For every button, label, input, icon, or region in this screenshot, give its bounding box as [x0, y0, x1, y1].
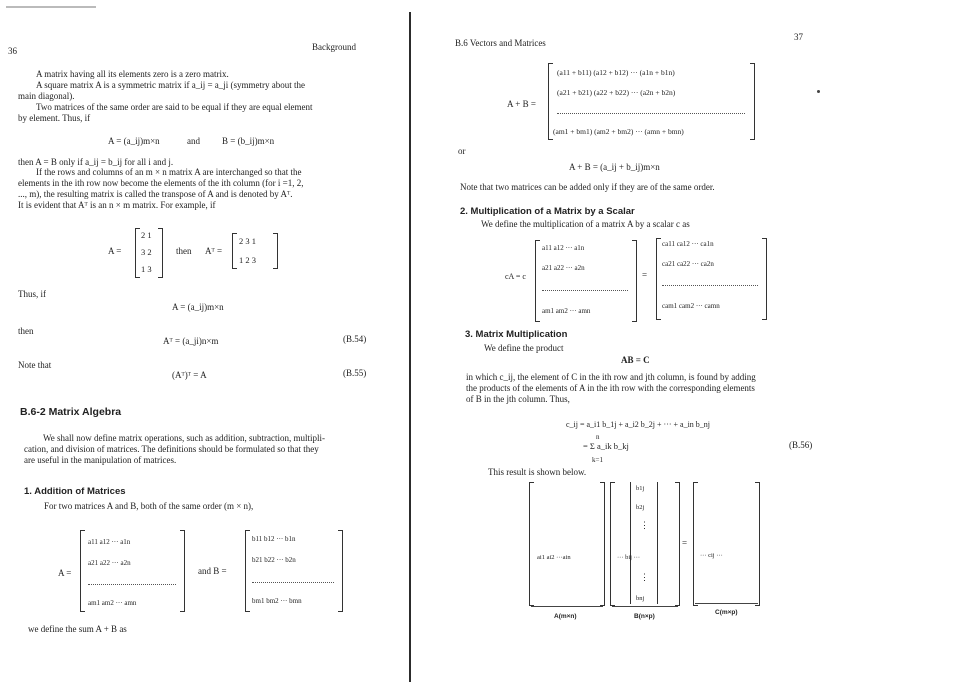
thus-if-text: Thus, if: [18, 289, 46, 299]
transpose-text-4: It is evident that Aᵀ is an n × m matrix. For example, if: [18, 200, 216, 210]
define-sum-text: we define the sum A + B as: [28, 624, 127, 634]
sum-compact-eq: A + B = (a_ij + b_ij)m×n: [569, 162, 660, 172]
mult-text-3: of B in the jth column. Thus,: [466, 394, 570, 404]
diagram-b2j: b2j: [636, 504, 645, 511]
matrix-A-bracket-left: [80, 530, 85, 612]
scalar-matrix-row3: am1 am2 ··· amn: [542, 307, 591, 315]
scalar-result-row2: ca21 ca22 ··· ca2n: [662, 260, 714, 268]
diagram-label-C: C(m×p): [715, 609, 738, 616]
scalar-matrix-row2: a21 a22 ··· a2n: [542, 264, 585, 272]
scalar-label: cA = c: [505, 272, 526, 281]
page-gutter: [409, 12, 411, 682]
scalar-matrix-row1: a11 a12 ··· a1n: [542, 244, 585, 252]
sum-matrix-row1: (a11 + b11) (a12 + b12) ··· (a1n + b1n): [557, 68, 675, 77]
sum-matrix-row2: (a21 + b21) (a22 + b22) ··· (a2n + b2n): [557, 88, 676, 97]
matrix-A-row1: a11 a12 ··· a1n: [88, 538, 131, 546]
diagram-B-underbrace: [612, 606, 678, 607]
eq-AT-def: Aᵀ = (a_ji)n×m: [163, 336, 219, 346]
example-AT-bracket-left: [232, 233, 237, 269]
diagram-vdots-1: ⋮: [640, 520, 649, 530]
sum-lower-limit: k=1: [592, 456, 603, 464]
or-text: or: [458, 146, 466, 156]
eq-number-B56: (B.56): [789, 440, 813, 450]
matrix-B-dotted-row: [252, 582, 334, 583]
transpose-text-3: ..., m), the resulting matrix is called the transpose of A and is denoted by Aᵀ.: [18, 189, 293, 199]
cij-sum-eq: = Σ a_ik b_kj: [583, 441, 629, 451]
example-A-bracket-left: [135, 228, 140, 278]
note-that-text: Note that: [18, 360, 52, 370]
scalar-result-row3: cam1 cam2 ··· camn: [662, 302, 720, 310]
subheading-addition: 1. Addition of Matrices: [24, 486, 126, 497]
eq-number-B55: (B.55): [343, 368, 367, 378]
equal-text-1: Two matrices of the same order are said to be equal if they are equal element: [36, 102, 313, 112]
diagram-B-column-box: [630, 482, 658, 604]
scalar-matrix-bracket-right: [632, 240, 637, 322]
scalar-text: We define the multiplication of a matrix A by a scalar c as: [481, 219, 690, 229]
sum-matrix-dotted-row: [557, 113, 745, 114]
transpose-text-1: If the rows and columns of an m × n matrix A are interchanged so that the: [36, 167, 302, 177]
matrix-B-row3: bm1 bm2 ··· bmn: [252, 597, 302, 605]
equal-text-2: by element. Thus, if: [18, 113, 91, 123]
sum-matrix-label: A + B =: [507, 99, 536, 109]
page-number-left: 36: [8, 46, 17, 56]
addition-text: For two matrices A and B, both of the same order (m × n),: [44, 501, 254, 511]
matrix-B-label: and B =: [198, 566, 227, 576]
diagram-C-bracket-left: [693, 482, 698, 606]
matrix-A-row2: a21 a22 ··· a2n: [88, 559, 131, 567]
diagram-A-underbrace: [531, 606, 603, 607]
page-number-right: 37: [794, 32, 803, 42]
matrix-A-row3: am1 am2 ··· amn: [88, 599, 137, 607]
diagram-bij-row: ··· bij ···: [617, 554, 641, 561]
symmetric-text-1: A square matrix A is a symmetric matrix if a_ij = a_ji (symmetry about the: [36, 80, 306, 90]
running-head-left: Background: [312, 42, 356, 52]
diagram-equals: =: [682, 538, 688, 548]
sum-matrix-bracket-right: [750, 63, 755, 140]
example-AT-row2: 1 2 3: [239, 255, 256, 265]
scan-mark: [6, 6, 96, 8]
scalar-result-bracket-left: [656, 238, 661, 320]
note-add-text: Note that two matrices can be added only if they are of the same order.: [460, 182, 715, 192]
example-AT-label: Aᵀ =: [205, 246, 223, 256]
diagram-C-underbrace: [695, 603, 758, 604]
diagram-A-bracket-left: [529, 482, 534, 606]
mult-text-1: in which c_ij, the element of C in the ith row and jth column, is found by adding: [466, 372, 756, 382]
matrix-A-bracket-right: [180, 530, 185, 612]
example-A-row3: 1 3: [141, 264, 152, 274]
section-heading-matrix-algebra: B.6-2 Matrix Algebra: [20, 406, 122, 418]
eq-ATT: (Aᵀ)ᵀ = A: [172, 370, 207, 380]
matrix-B-bracket-right: [338, 530, 343, 612]
sum-upper-limit: n: [596, 433, 600, 441]
diagram-label-A: A(m×n): [554, 613, 577, 620]
then-equal-text: then A = B only if a_ij = b_ij for all i and j.: [18, 157, 174, 167]
running-head-right: B.6 Vectors and Matrices: [455, 38, 546, 48]
sum-matrix-row3: (am1 + bm1) (am2 + bm2) ··· (amn + bmn): [553, 127, 684, 136]
example-then: then: [176, 246, 192, 256]
scalar-result-bracket-right: [762, 238, 767, 320]
matrix-A-dotted-row: [88, 584, 176, 585]
diagram-bnj: bnj: [636, 595, 645, 602]
diagram-C-bracket-right: [755, 482, 760, 606]
eq-A-order: A = (a_ij)m×n: [108, 136, 160, 146]
subheading-multiplication: 3. Matrix Multiplication: [465, 329, 568, 340]
subheading-scalar: 2. Multiplication of a Matrix by a Scalar: [460, 206, 635, 217]
scalar-equals: =: [642, 270, 648, 280]
diagram-B-bracket-right: [675, 482, 680, 606]
scalar-result-row1: ca11 ca12 ··· ca1n: [662, 240, 714, 248]
diagram-B-bracket-left: [610, 482, 615, 606]
example-A-row1: 2 1: [141, 230, 152, 240]
intro-text-3: are useful in the manipulation of matrices.: [24, 455, 177, 465]
matrix-B-row1: b11 b12 ··· b1n: [252, 535, 296, 543]
product-eq: AB = C: [621, 355, 650, 365]
diagram-label-B: B(n×p): [634, 613, 655, 620]
example-A-row2: 3 2: [141, 247, 152, 257]
diagram-A-row: ai1 ai2 ···ain: [537, 554, 571, 561]
then-text: then: [18, 326, 34, 336]
matrix-B-row2: b21 b22 ··· b2n: [252, 556, 296, 564]
eq-number-B54: (B.54): [343, 334, 367, 344]
shown-below-text: This result is shown below.: [488, 467, 587, 477]
diagram-b1j: b1j: [636, 485, 645, 492]
eq-and: and: [187, 136, 200, 146]
scalar-result-dotted-row: [662, 285, 758, 286]
scan-speck: [817, 90, 820, 93]
cij-expansion-eq: c_ij = a_i1 b_1j + a_i2 b_2j + ··· + a_in b_nj: [566, 420, 711, 429]
intro-text-1: We shall now define matrix operations, such as addition, subtraction, multipli-: [43, 433, 325, 443]
eq-B-order: B = (b_ij)m×n: [222, 136, 275, 146]
scalar-matrix-dotted-row: [542, 290, 628, 291]
diagram-cij-row: ··· cij ···: [700, 552, 723, 559]
matrix-A-label: A =: [58, 568, 72, 578]
example-AT-bracket-right: [273, 233, 278, 269]
intro-text-2: cation, and division of matrices. The definitions should be formulated so that they: [24, 444, 319, 454]
example-AT-row1: 2 3 1: [239, 236, 256, 246]
diagram-vdots-2: ⋮: [640, 572, 649, 582]
eq-A-order-2: A = (a_ij)m×n: [172, 302, 224, 312]
scalar-matrix-bracket-left: [535, 240, 540, 322]
transpose-text-2: elements in the ith row now become the elements of the ith column (for i =1, 2,: [18, 178, 304, 188]
example-A-label: A =: [108, 246, 122, 256]
example-A-bracket-right: [158, 228, 163, 278]
symmetric-text-2: main diagonal).: [18, 91, 75, 101]
zero-matrix-text: A matrix having all its elements zero is a zero matrix.: [36, 69, 229, 79]
diagram-A-bracket-right: [600, 482, 605, 606]
matrix-B-bracket-left: [245, 530, 250, 612]
mult-text-2: the products of the elements of A in the ith row with the corresponding elements: [466, 383, 755, 393]
multiplication-text: We define the product: [484, 343, 564, 353]
